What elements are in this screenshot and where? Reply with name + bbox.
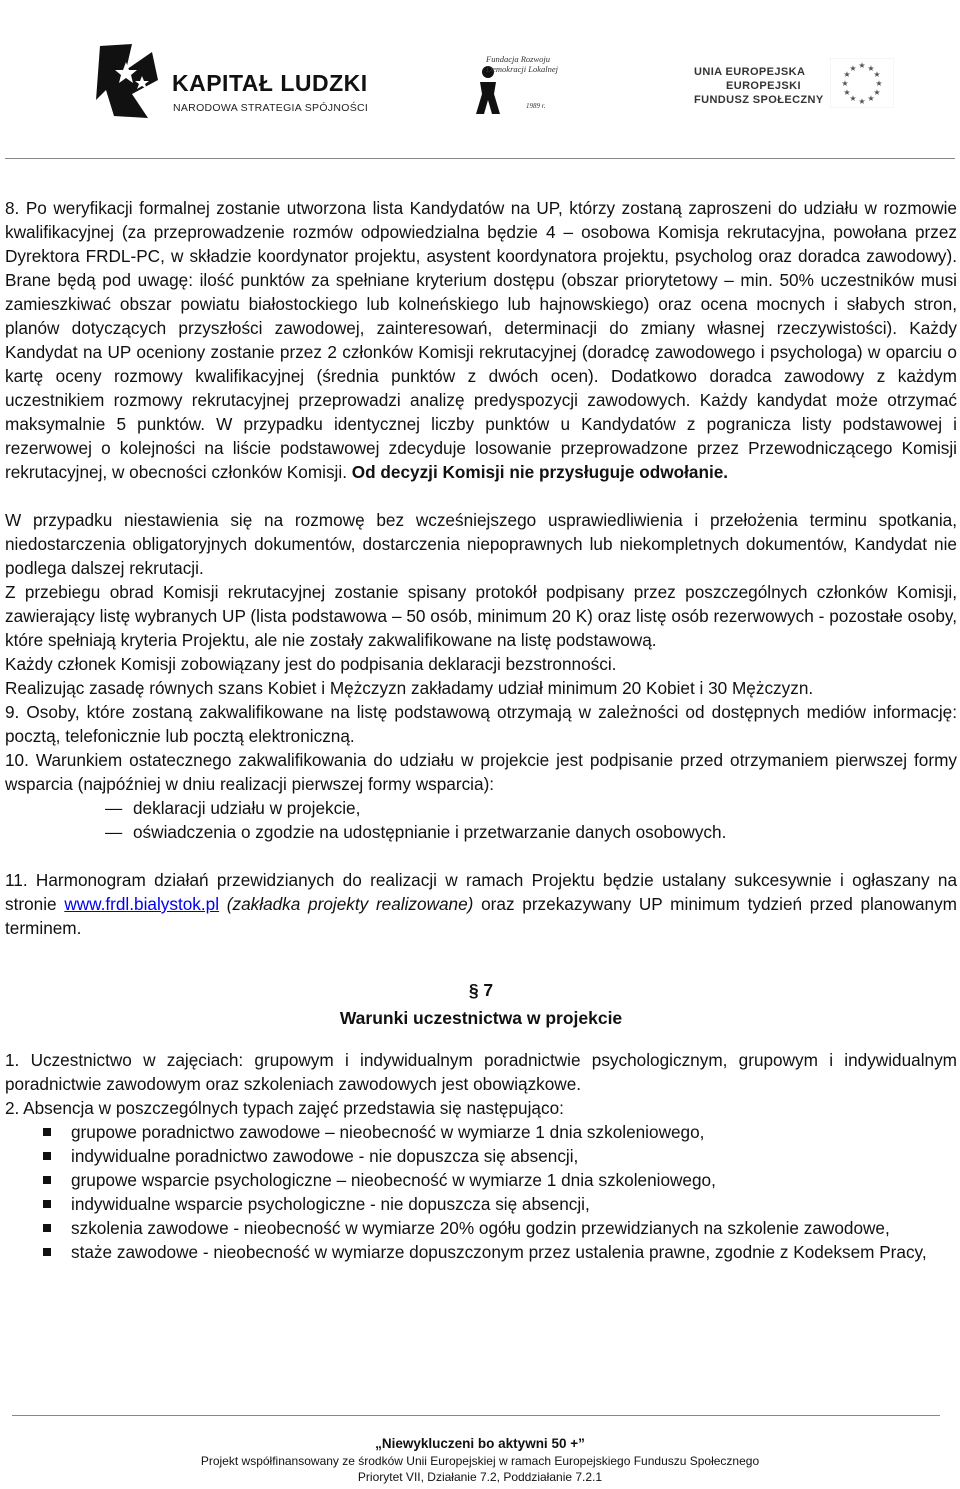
paragraph-8-text: 8. Po weryfikacji formalnej zostanie utworzona lista Kandydatów na UP, którzy zostaną zaproszeni do udziału w rozmowie kwalifikacyjnej (za przeprowadzenie rozmów odpowiedzialna będzie 4 – osobowa Komisja rekrutacyjna, powołana przez Dyrektora FRDL-PC, w składzie koordynator projektu, asystent koordynatora projektu, psycholog oraz doradca zawodowy). Brane będą pod uwagę: ilość punktów za spełniane kryterium dostępu (obszar priorytetowy – min. 50% uczestników musi zamieszkiwać obszar powiatu białostockiego lub kolneńskiego lub hajnowskiego) oraz ocena mocnych i słabych stron, planów dotyczących przyszłości zawodowej, zainteresowań, determinacji do zmiany własnej rzeczywistości). Każdy Kandydat na UP oceniony zostanie przez 2 członków Komisji rekrutacyjnej (doradcę zawodowego i psychologa) w oparciu o kartę oceny rozmowy kwalifikacyjnej (średnia punktów z dwóch ocen). Dodatkowo doradca zawodowy z każdym uczestnikiem rozmowy rekrutacyjnej przeprowadzi analizę predyspozycji zawodowych. Każdy kandydat może otrzymać maksymalnie 5 punktów. W przypadku identycznej liczby punktów u Kandydatów z pogranicza listy podstawowej i rezerwowej o kolejności na liście podstawowej zdecyduje losowanie przeprowadzone przez Przewodniczącego Komisji rekrutacyjnej, w obecności członków Komisji. (5, 198, 957, 482)
paragraph-no-show: W przypadku niestawienia się na rozmowę bez wcześniejszego usprawiedliwienia i przełożenia terminu spotkania, niedostarczenia obligatoryjnych dokumentów, dostarczenia niepoprawnych lub niekompletnych dokumentów, Kandydat nie podlega dalszej rekrutacji. (5, 510, 957, 578)
absence-list (5, 1120, 957, 1264)
spacer (5, 940, 957, 976)
kapital-ludzki-mark-icon (92, 40, 164, 120)
bullet-square-icon (43, 1248, 51, 1256)
document-body (5, 196, 957, 1264)
list-item-text: grupowe wsparcie psychologiczne – nieobecność w wymiarze 1 dnia szkoleniowego, (71, 1170, 716, 1190)
paragraph-11-text-end: oraz przekazywany UP minimum tydzień przed planowanym terminem. (5, 894, 957, 938)
paragraph-impartiality: Każdy członek Komisji zobowiązany jest do podpisania deklaracji bezstronności. (5, 654, 617, 674)
paragraph-9: 9. Osoby, które zostaną zakwalifikowane na listę podstawową otrzymają w zależności od dostępnych mediów informację: pocztą, telefonicznie lub pocztą elektroniczną. (5, 702, 957, 746)
list-item: — oświadczenia o zgodzie na udostępnianie i przetwarzanie danych osobowych. (105, 820, 957, 844)
bullet-square-icon (43, 1152, 51, 1160)
svg-text:★: ★ (873, 88, 881, 97)
list-item-text: indywidualne wsparcie psychologiczne - nie dopuszcza się absencji, (71, 1194, 590, 1214)
eu-line-3: FUNDUSZ SPOŁECZNY (694, 94, 824, 106)
svg-text:★: ★ (843, 70, 851, 79)
kapital-ludzki-subtitle: NARODOWA STRATEGIA SPÓJNOŚCI (173, 102, 369, 114)
frdl-website-link[interactable]: www.frdl.bialystok.pl (64, 894, 220, 914)
svg-text:★: ★ (849, 94, 857, 103)
list-item-text: staże zawodowe - nieobecność w wymiarze dopuszczonym przez ustalenia prawne, zgodnie z Kodeksem Pracy, (71, 1242, 927, 1262)
svg-text:★: ★ (843, 88, 851, 97)
bullet-square-icon (43, 1200, 51, 1208)
footer-funding: Projekt współfinansowany ze środków Unii Europejskiej w ramach Europejskiego Funduszu Społecznego (200, 1454, 760, 1468)
eu-flag-icon (830, 58, 894, 108)
frdl-name: Fundacja Rozwoju Demokracji Lokalnej (486, 54, 558, 74)
svg-text:★: ★ (841, 79, 849, 88)
frdl-logo (468, 48, 578, 118)
paragraph-equal-opportunity: Realizując zasadę równych szans Kobiet i Mężczyzn zakładamy udział minimum 20 Kobiet i 30 Mężczyzn. (5, 678, 814, 698)
frdl-year: 1989 r. (526, 102, 546, 110)
page-footer (0, 1435, 960, 1485)
bullet-square-icon (43, 1224, 51, 1232)
spacer (5, 1032, 957, 1048)
list-item (43, 1216, 957, 1240)
footer-divider (12, 1415, 940, 1416)
list-item (43, 1168, 957, 1192)
svg-text:★: ★ (858, 61, 866, 70)
paragraph-10: 10. Warunkiem ostatecznego zakwalifikowania do udziału w projekcie jest podpisanie przed otrzymaniem pierwszej formy wsparcia (najpóźniej w dniu realizacji pierwszej formy wsparcia): (5, 750, 957, 794)
kapital-ludzki-title: KAPITAŁ LUDZKI (172, 70, 368, 96)
paragraph-11-text: 11. Harmonogram działań przewidzianych do realizacji w ramach Projektu będzie ustalany sukcesywnie i ogłaszany na stronie (5, 870, 957, 914)
footer-priority: Priorytet VII, Działanie 7.2, Poddziałanie 7.2.1 (357, 1470, 603, 1484)
paragraph-s7-2: 2. Absencja w poszczególnych typach zajęć przedstawia się następująco: (5, 1098, 564, 1118)
list-item-text: grupowe poradnictwo zawodowe – nieobecność w wymiarze 1 dnia szkoleniowego, (71, 1122, 705, 1142)
svg-text:★: ★ (867, 94, 875, 103)
svg-text:★: ★ (849, 64, 857, 73)
eu-line-2: EUROPEJSKI (726, 80, 801, 92)
eu-logo (694, 56, 934, 116)
footer-project-name: „Niewykluczeni bo aktywni 50 +” (375, 1436, 585, 1451)
paragraph-11-italic: (zakładka projekty realizowane) (219, 894, 474, 914)
paragraph-8 (5, 196, 957, 484)
list-item-text: szkolenia zawodowe - nieobecność w wymiarze 20% ogółu godzin przewidzianych na szkolenie zawodowe, (71, 1218, 890, 1238)
svg-text:★: ★ (875, 79, 883, 88)
list-item-text: indywidualne poradnictwo zawodowe - nie dopuszcza się absencji, (71, 1146, 579, 1166)
svg-text:★: ★ (867, 64, 875, 73)
section-number: § 7 (468, 980, 494, 1000)
svg-text:★: ★ (873, 70, 881, 79)
paragraph-protocol: Z przebiegu obrad Komisji rekrutacyjnej zostanie spisany protokół podpisany przez poszczególnych członków Komisji, zawierający listę wybranych UP (lista podstawowa – 50 osób, minimum 20 K) oraz listę osób rezerwowych - pozostałe osoby, które spełniają kryteria Projektu, ale nie zostały zakwalifikowane na listę podstawową. (5, 582, 957, 650)
svg-text:★: ★ (858, 97, 866, 106)
list-item: — deklaracji udziału w projekcie, (105, 796, 957, 820)
spacer (5, 484, 957, 508)
paragraph-8-bold: Od decyzji Komisji nie przysługuje odwołanie. (351, 462, 729, 482)
eu-line-1: UNIA EUROPEJSKA (694, 66, 806, 78)
list-item (43, 1192, 957, 1216)
spacer (5, 844, 957, 868)
header-divider (5, 158, 955, 159)
list-item (43, 1120, 957, 1144)
section-title: Warunki uczestnictwa w projekcie (339, 1008, 623, 1028)
list-item (43, 1240, 957, 1264)
bullet-square-icon (43, 1128, 51, 1136)
kapital-ludzki-logo (92, 40, 392, 120)
bullet-square-icon (43, 1176, 51, 1184)
list-item (43, 1144, 957, 1168)
page-header (0, 0, 960, 160)
dash-list (5, 796, 957, 844)
paragraph-s7-1: 1. Uczestnictwo w zajęciach: grupowym i indywidualnym poradnictwie psychologicznym, grupowym i indywidualnym poradnictwie zawodowym oraz szkoleniach zawodowych jest obowiązkowe. (5, 1050, 957, 1094)
paragraph-11 (5, 868, 957, 940)
